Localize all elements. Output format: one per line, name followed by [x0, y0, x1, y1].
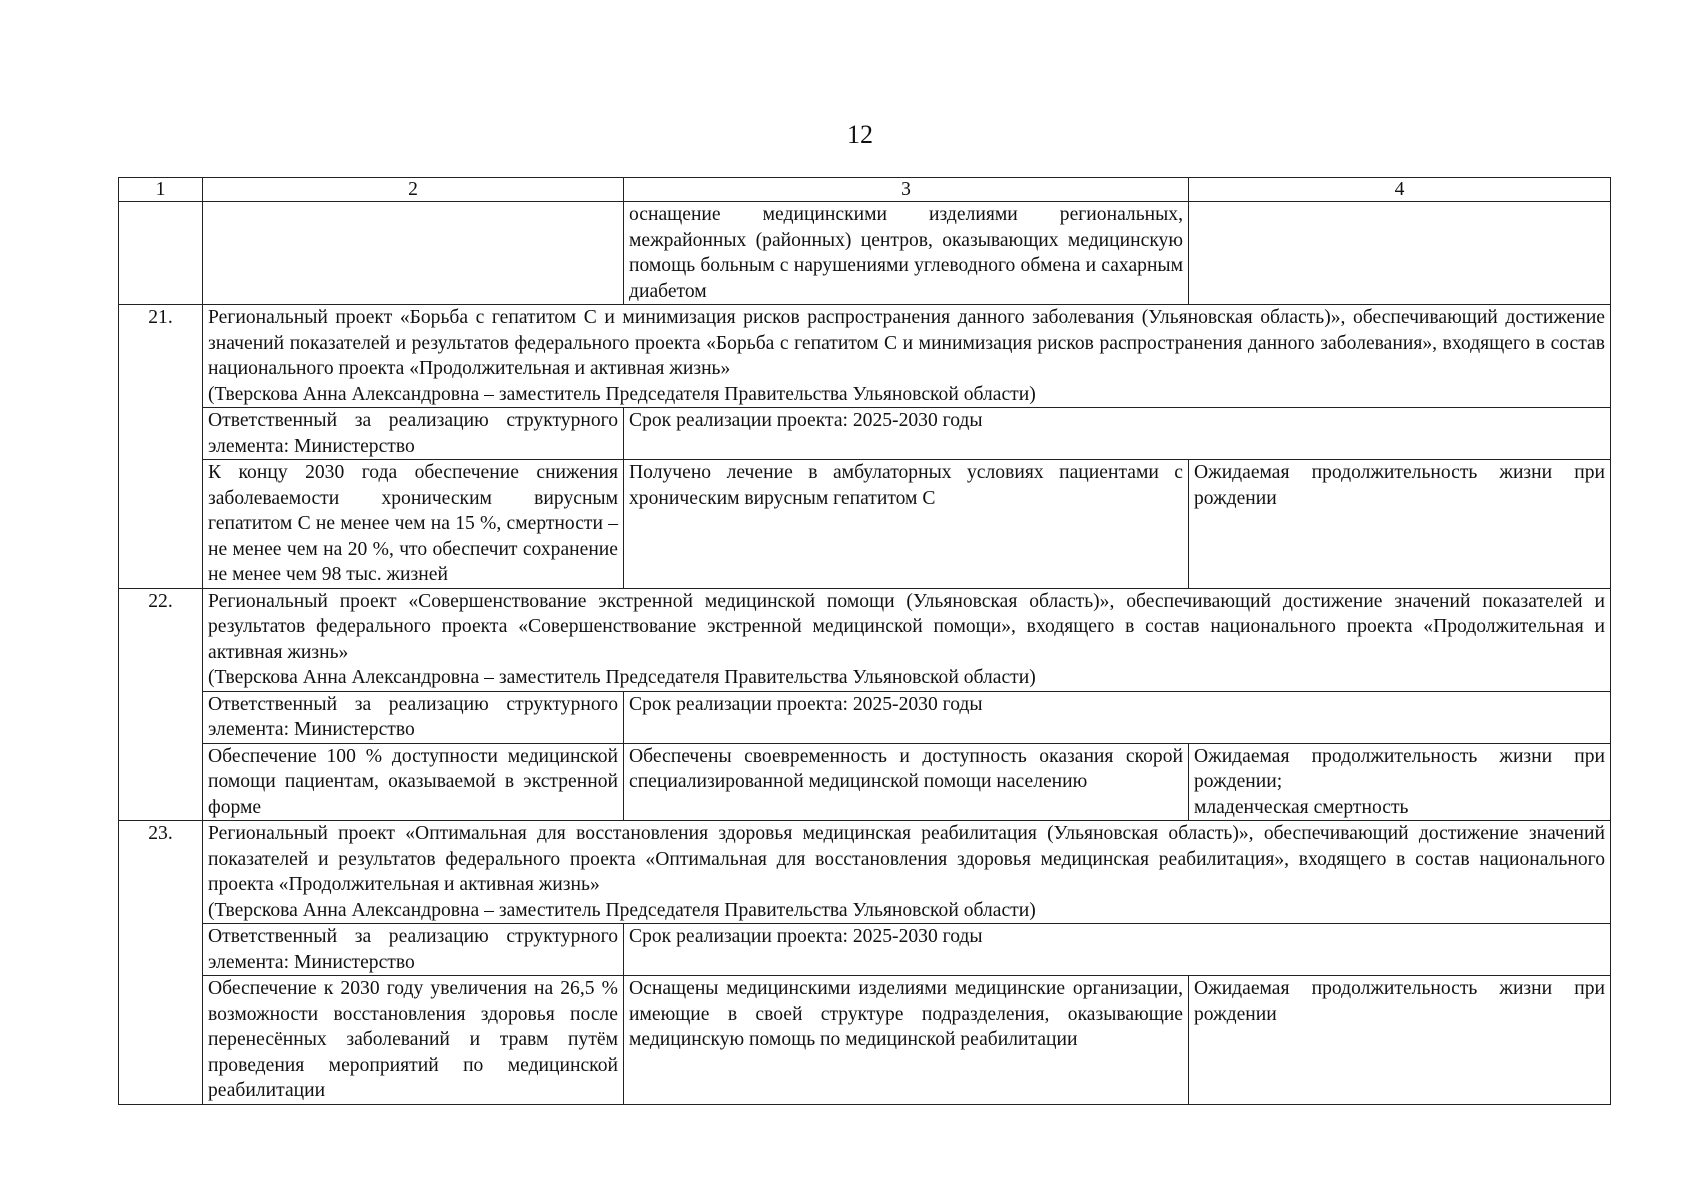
project-title: Региональный проект «Совершенствование экстренной медицинской помощи (Ульяновская область)», обеспечивающий достижение значений показателей и результатов федерального проекта «Совершенствование экстренной медицинской помощи», входящего в состав национального проекта «Продолжительная и активная жизнь»: [208, 590, 1605, 663]
responsible-cell: Ответственный за реализацию структурного элемента: Министерство: [203, 924, 624, 976]
project-detail-row: [119, 743, 1611, 821]
project-detail-row: [119, 460, 1611, 589]
project-title-row: [119, 588, 1611, 691]
task-cell: Обеспечение к 2030 году увеличения на 26,5 % возможности восстановления здоровья после перенесённых заболеваний и травм путём проведения мероприятий по медицинской реабилитации: [203, 976, 624, 1105]
header-col-1: 1: [119, 178, 203, 202]
indicator-cell: Ожидаемая продолжительность жизни при рождении: [1189, 976, 1611, 1105]
table-header-row: [119, 178, 1611, 202]
project-number: 21.: [119, 305, 203, 589]
indicator-line-2: младенческая смертность: [1194, 796, 1409, 818]
project-number: 22.: [119, 588, 203, 821]
project-number: 23.: [119, 821, 203, 1105]
continuation-row: [119, 202, 1611, 305]
project-responsible-row: [119, 408, 1611, 460]
project-title-row: [119, 305, 1611, 408]
term-cell: Срок реализации проекта: 2025-2030 годы: [624, 408, 1611, 460]
responsible-cell: Ответственный за реализацию структурного элемента: Министерство: [203, 408, 624, 460]
header-col-3: 3: [624, 178, 1189, 202]
project-title-cell: [203, 305, 1611, 408]
indicator-cell: Ожидаемая продолжительность жизни при рождении: [1189, 460, 1611, 589]
project-curator: (Тверскова Анна Александровна – заместитель Председателя Правительства Ульяновской области): [208, 667, 1036, 688]
project-responsible-row: [119, 691, 1611, 743]
page-number: 12: [847, 120, 873, 149]
project-title-cell: [203, 588, 1611, 691]
indicator-cell: [1189, 743, 1611, 821]
project-title-cell: [203, 821, 1611, 924]
result-cell: Обеспечены своевременность и доступность оказания скорой специализированной медицинской помощи населению: [624, 743, 1189, 821]
projects-table: [118, 177, 1611, 1105]
project-responsible-row: [119, 924, 1611, 976]
project-title-row: [119, 821, 1611, 924]
project-detail-row: [119, 976, 1611, 1105]
continuation-result-cell: оснащение медицинскими изделиями региональных, межрайонных (районных) центров, оказывающих медицинскую помощь больным с нарушениями углеводного обмена и сахарным диабетом: [624, 202, 1189, 305]
task-cell: Обеспечение 100 % доступности медицинской помощи пациентам, оказываемой в экстренной форме: [203, 743, 624, 821]
project-title: Региональный проект «Борьба с гепатитом С и минимизация рисков распространения данного заболевания (Ульяновская область)», обеспечивающий достижение значений показателей и результатов федерального проекта «Борьба с гепатитом С и минимизация рисков распространения данного заболевания», входящего в состав национального проекта «Продолжительная и активная жизнь»: [208, 307, 1605, 379]
header-col-4: 4: [1189, 178, 1611, 202]
project-curator: (Тверскова Анна Александровна – заместитель Председателя Правительства Ульяновской области): [208, 899, 1036, 921]
term-cell: Срок реализации проекта: 2025-2030 годы: [624, 924, 1611, 976]
indicator-line-1: Ожидаемая продолжительность жизни при рождении;: [1194, 745, 1605, 792]
project-title: Региональный проект «Оптимальная для восстановления здоровья медицинская реабилитация (Ульяновская область)», обеспечивающий достижение значений показателей и результатов федерального проекта «Оптимальная для восстановления здоровья медицинская реабилитация», входящего в состав национального проекта «Продолжительная и активная жизнь»: [208, 823, 1605, 895]
header-col-2: 2: [203, 178, 624, 202]
result-cell: Получено лечение в амбулаторных условиях пациентами с хроническим вирусным гепатитом С: [624, 460, 1189, 589]
responsible-cell: Ответственный за реализацию структурного элемента: Министерство: [203, 691, 624, 743]
task-cell: К концу 2030 года обеспечение снижения заболеваемости хроническим вирусным гепатитом С не менее чем на 15 %, смертности – не менее чем на 20 %, что обеспечит сохранение не менее чем 98 тыс. жизней: [203, 460, 624, 589]
project-curator: (Тверскова Анна Александровна – заместитель Председателя Правительства Ульяновской области): [208, 383, 1036, 405]
result-cell: Оснащены медицинскими изделиями медицинские организации, имеющие в своей структуре подразделения, оказывающие медицинскую помощь по медицинской реабилитации: [624, 976, 1189, 1105]
term-cell: Срок реализации проекта: 2025-2030 годы: [624, 691, 1611, 743]
